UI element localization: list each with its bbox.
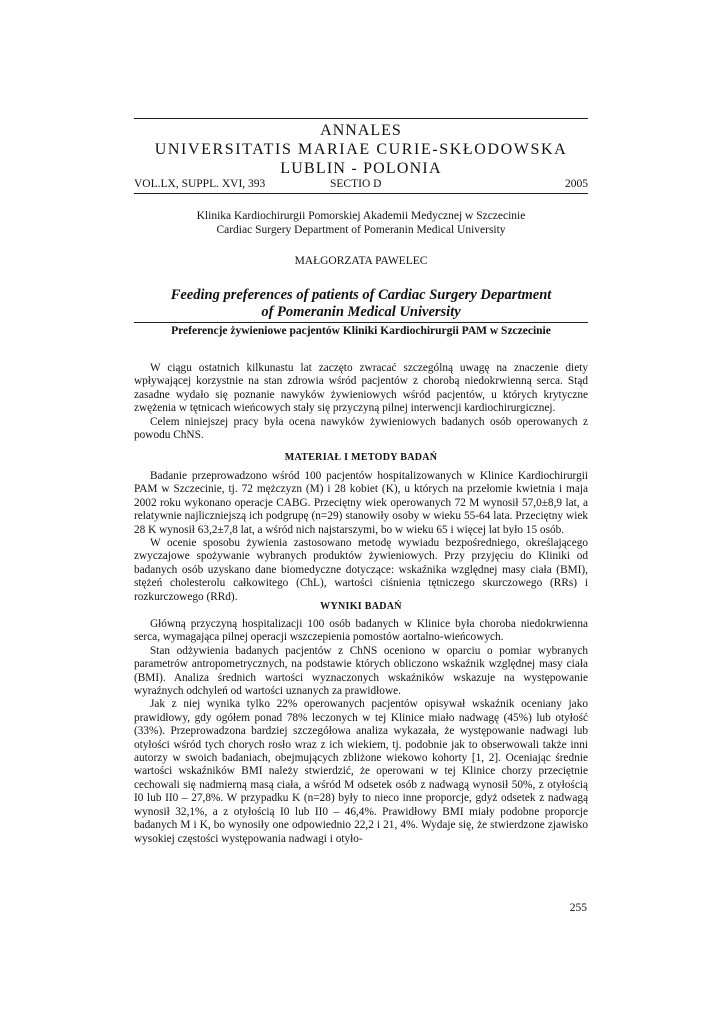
results-paragraph: Jak z niej wynika tylko 22% operowanych pacjentów opisywał wskaźnik oceniany jako prawidłowy, gdy ogółem ponad 78% leczonych w tej Klinice miało nadwagę (45%) lub otyłość (33%). Przeprowadzona bardziej szczegółowa analiza wykazała, że występowanie nadwagi lub otyłości wśród tych chorych rosło wraz z ich wiekiem, tj. podobnie jak to obserwowali także inni autorzy w swoich badaniach, obejmujących zbliżone wiekowo kohorty [1, 2]. Oceniając średnie wartości wskaźników BMI należy stwierdzić, że operowani w tej Klinice chorzy przeciętnie cechowali się nadmierną masą ciała, a wśród M odsetek osób z nadwagą wynosił 50%, z otyłością I0 lub II0 – 27,8%. W przypadku K (n=28) były to nieco inne proporcje, gdyż odsetek z nadwagą wynosił 32,1%, a z otyłością I0 lub II0 – 46,4%. Prawidłowy BMI miały podobne proporcje badanych M i K, bo wynosiły one odpowiednio 22,2 i 21, 4%. Wydaje się, że stwierdzone zjawisko wysokiej częstości występowania nadwagi i otyło- <box>134 698 588 845</box>
section-heading-methods: MATERIAŁ I METODY BADAŃ <box>284 452 438 463</box>
year-label: 2005 <box>565 178 588 190</box>
header-top-rule <box>134 118 588 119</box>
intro-paragraph: Celem niniejszej pracy była ocena nawyków żywieniowych badanych osób operowanych z powodu ChNS. <box>134 415 588 442</box>
methods-paragraph: Badanie przeprowadzono wśród 100 pacjentów hospitalizowanych w Klinice Kardiochirurgii PAM w Szczecinie, tj. 72 mężczyzn (M) i 28 kobiet (K), u których na przełomie kwietnia i maja 2002 roku wykonano operacje CABG. Przeciętny wiek operowanych 72 M wynosił 57,0±8,9 lat, a relatywnie najliczniejszą ich podgrupę (n=29) stanowiły osoby w wieku 55-64 lata. Przeciętny wiek 28 K wynosił 63,2±7,8 lat, a wśród nich najstarszymi, bo w wieku 65 i więcej lat było 15 osób. <box>134 470 588 536</box>
section-heading-results: WYNIKI BADAŃ <box>320 601 402 612</box>
journal-name-line-1: ANNALES <box>320 122 402 139</box>
affiliation-polish: Klinika Kardiochirurgii Pomorskiej Akademii Medycznej w Szczecinie <box>196 210 526 222</box>
methods-section <box>134 470 588 604</box>
methods-paragraph: W ocenie sposobu żywienia zastosowano metodę wywiadu bezpośredniego, określającego zwyczajowe spożywanie wybranych produktów żywieniowych. Przy przyjęciu do Kliniki od badanych osób uzyskano dane biomedyczne dotyczące: wskaźnika względnej masy ciała (BMI), stężeń cholesterolu całkowitego (ChL), wartości ciśnienia tętniczego skurczowego (RRs) i rozkurczowego (RRd). <box>134 537 588 603</box>
results-paragraph: Stan odżywienia badanych pacjentów z ChNS oceniono w oparciu o pomiar wybranych parametrów antropometrycznych, na podstawie których obliczono wskaźnik względnej masy ciała (BMI). Analiza średnich wartości wyznaczonych wskaźników wskazuje na występowanie wyraźnych odchyleń od wartości uznanych za prawidłowe. <box>134 644 588 698</box>
title-rule <box>134 322 588 323</box>
intro-section <box>134 362 588 442</box>
volume-label: VOL.LX, SUPPL. XVI, 393 <box>134 178 266 190</box>
paper-title-line-1: Feeding preferences of patients of Cardiac Surgery Department <box>170 287 552 303</box>
results-section <box>134 618 588 846</box>
page-number: 255 <box>569 902 587 914</box>
journal-name-line-3: LUBLIN - POLONIA <box>280 160 442 177</box>
author-name: MAŁGORZATA PAWELEC <box>294 255 428 267</box>
sectio-label: SECTIO D <box>330 178 382 190</box>
intro-paragraph: W ciągu ostatnich kilkunastu lat zaczęto zwracać szczególną uwagę na znaczenie diety wpływającej korzystnie na stan zdrowia wśród pacjentów z chorobą niedokrwienną serca. Stąd zasadne wydało się poznanie nawyków żywieniowych wśród pacjentów, u których krytyczne zwężenia w tętnicach wieńcowych stały się przyczyną pilnej interwencji kardiochirurgicznej. <box>134 362 588 415</box>
journal-name-line-2: UNIVERSITATIS MARIAE CURIE-SKŁODOWSKA <box>154 141 568 158</box>
results-paragraph: Główną przyczyną hospitalizacji 100 osób badanych w Klinice była choroba niedokrwienna serca, wymagająca pilnej operacji wszczepienia pomostów aortalno-wieńcowych. <box>134 618 588 644</box>
paper-title-polish: Preferencje żywieniowe pacjentów Kliniki Kardiochirurgii PAM w Szczecinie <box>171 325 551 337</box>
paper-title-line-2: of Pomeranin Medical University <box>261 304 461 320</box>
affiliation-english: Cardiac Surgery Department of Pomeranin Medical University <box>216 224 506 236</box>
header-bottom-rule <box>134 193 588 194</box>
